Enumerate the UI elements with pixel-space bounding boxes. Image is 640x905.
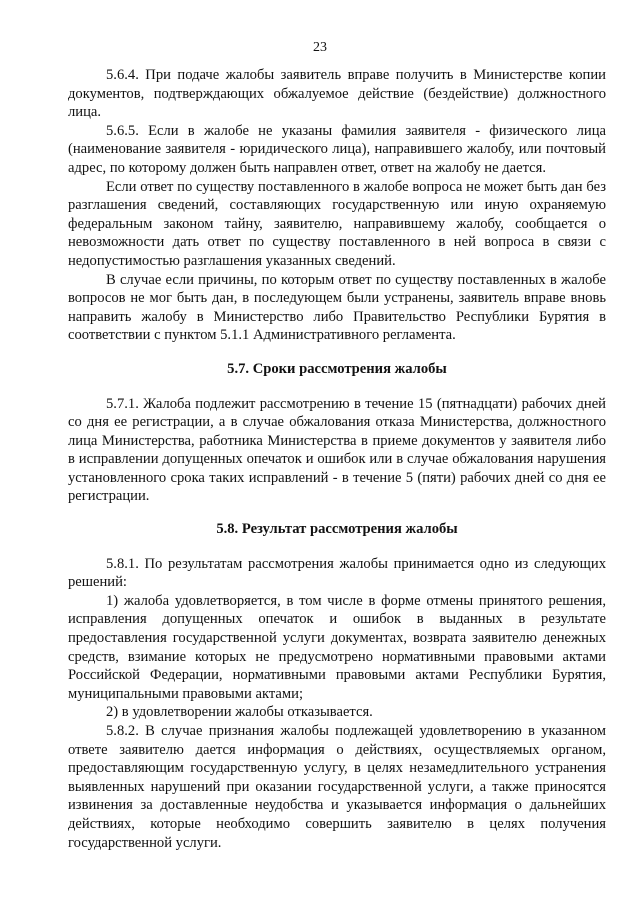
paragraph-decision-1: 1) жалоба удовлетворяется, в том числе в форме отмены принятого решения, исправления допущенных опечаток и ошибок в выданных в результате предоставления государственной услуги документах, возврата заявителю денежных средств, взимание которых не предусмотрено нормативными правовыми актами Российской Федерации, нормативными правовыми актами Республики Бурятия, муниципальными правовыми актами;: [68, 592, 606, 702]
page-number: 23: [313, 40, 327, 55]
paragraph-decision-2: 2) в удовлетворении жалобы отказывается.: [106, 704, 373, 721]
section-5-7-heading: 5.7. Сроки рассмотрения жалобы: [227, 360, 447, 377]
paragraph-5-6-5: 5.6.5. Если в жалобе не указаны фамилия заявителя - физического лица (наименование заявителя - юридического лица), направившего жалобу, или почтовый адрес, по которому должен быть направлен ответ, ответ на жалобу не дается.: [68, 122, 606, 176]
paragraph-5-6-4: 5.6.4. При подаче жалобы заявитель вправе получить в Министерстве копии документов, подтверждающих обжалуемое действие (бездействие) должностного лица.: [68, 67, 606, 121]
document-body: [68, 66, 606, 852]
paragraph-secrecy: Если ответ по существу поставленного в жалобе вопроса не может быть дан без разглашения сведений, составляющих государственную или иную охраняемую федеральным законом тайну, заявителю, направившему жалобу, сообщается о невозможности дать ответ по существу поставленного в ней вопроса в связи с недопустимостью разглашения указанных сведений.: [68, 178, 606, 269]
paragraph-5-8-1: 5.8.1. По результатам рассмотрения жалобы принимается одно из следующих решений:: [68, 555, 606, 591]
paragraph-5-8-2: 5.8.2. В случае признания жалобы подлежащей удовлетворению в указанном ответе заявителю дается информация о действиях, осуществляемых органом, предоставляющим государственную услугу, в целях незамедлительного устранения выявленных нарушений при оказании государственной услуги, а также приносятся извинения за доставленные неудобства и указывается информация о дальнейших действиях, которые необходимо совершить заявителю в целях получения государственной услуги.: [68, 723, 606, 851]
paragraph-5-7-1: 5.7.1. Жалоба подлежит рассмотрению в течение 15 (пятнадцати) рабочих дней со дня ее регистрации, а в случае обжалования отказа Министерства, должностного лица Министерства, работника Министерства в приеме документов у заявителя либо в исправлении допущенных опечаток и ошибок или в случае обжалования нарушения установленного срока таких исправлений - в течение 5 (пяти) рабочих дней со дня ее регистрации.: [68, 395, 606, 505]
section-5-8-heading: 5.8. Результат рассмотрения жалобы: [216, 521, 458, 538]
paragraph-resubmission: В случае если причины, по которым ответ по существу поставленных в жалобе вопросов не мог быть дан, в последующем были устранены, заявитель вправе вновь направить жалобу в Министерство либо Правительство Республики Бурятия в соответствии с пунктом 5.1.1 Административного регламента.: [68, 271, 606, 344]
